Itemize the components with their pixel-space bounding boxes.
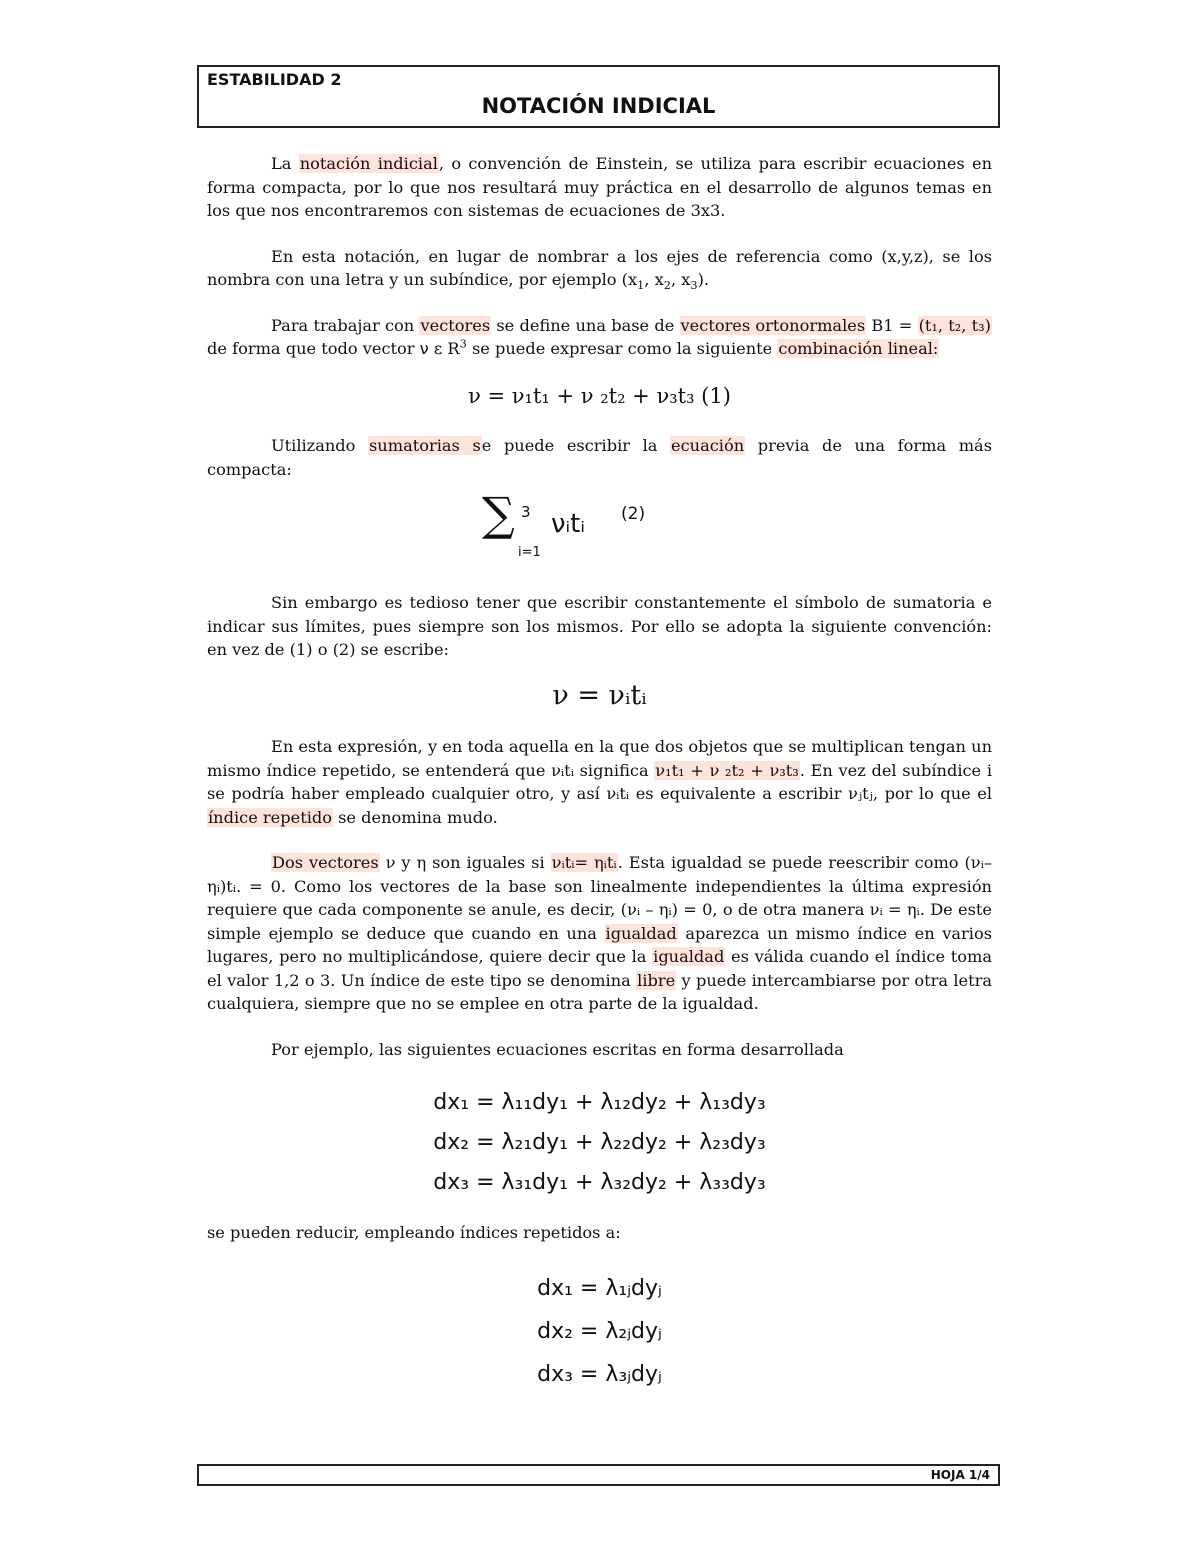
reduced-equation-2: dx₂ = λ₂ⱼdyⱼ bbox=[537, 1318, 662, 1344]
text: se puede expresar como la siguiente bbox=[466, 339, 778, 358]
highlight-ecuacion: ecuación bbox=[671, 436, 745, 455]
highlight-indice-repetido: índice repetido bbox=[208, 807, 332, 827]
paragraph-reduccion: se pueden reducir, empleando índices repetidos a: bbox=[207, 1223, 621, 1242]
highlight-vectores-ortonormales: vectores ortonormales bbox=[680, 315, 866, 335]
text: Utilizando bbox=[271, 436, 368, 455]
text: es válida cuando el índice toma el valor 1,2 o 3. Un índice de este tipo se denomina bbox=[207, 947, 992, 990]
highlight-sumatorias: sumatorias s bbox=[369, 436, 481, 455]
highlight-equality: νᵢtᵢ= ηᵢtᵢ bbox=[551, 853, 617, 872]
highlight-dos-vectores: Dos vectores bbox=[272, 853, 379, 872]
text: , x bbox=[670, 270, 691, 289]
expanded-equation-2: dx₂ = λ₂₁dy₁ + λ₂₂dy₂ + λ₂₃dy₃ bbox=[433, 1130, 766, 1155]
subscript: 2 bbox=[663, 278, 671, 293]
text: . Esta igualdad se puede reescribir como (νᵢ– ηᵢ)tᵢ. = 0. Como los vectores de la base son linealmente independientes la última expresión requiere que cada componente se anule, es decir, (νᵢ – ηᵢ) = 0, o de otra manera νᵢ = ηᵢ. De este simple ejemplo se deduce que cuando en una bbox=[207, 853, 992, 943]
text: ). bbox=[697, 270, 710, 289]
highlight-vectores: vectores bbox=[420, 315, 491, 335]
equation-number: (2) bbox=[621, 504, 646, 524]
reduced-equations bbox=[207, 1267, 992, 1396]
equation-2 bbox=[207, 487, 992, 581]
text: ε R bbox=[428, 339, 460, 358]
page-number: HOJA 1/4 bbox=[930, 1468, 990, 1482]
text: se define una base de bbox=[491, 315, 680, 335]
sum-term: νᵢtᵢ bbox=[551, 509, 586, 539]
equation-1: ν = ν₁t₁ + ν ₂t₂ + ν₃t₃ (1) bbox=[468, 383, 731, 408]
reduced-equation-1: dx₁ = λ₁ⱼdyⱼ bbox=[537, 1275, 662, 1301]
superscript: 3 bbox=[459, 336, 467, 351]
highlight-combinacion-lineal: combinación lineal: bbox=[778, 339, 939, 358]
text: En esta expresión, y en toda aquella en la que dos objetos que se multiplican tengan un mismo índice repetido, se entenderá que νᵢtᵢ significa bbox=[207, 737, 992, 780]
paragraph-sumatorias bbox=[207, 434, 992, 481]
paragraph-axes bbox=[207, 245, 992, 292]
summation-icon: ∑ bbox=[482, 487, 515, 541]
expanded-equations bbox=[207, 1083, 992, 1203]
sum-lower-limit: i=1 bbox=[518, 545, 541, 560]
text: y puede intercambiarse por otra letra cualquiera, siempre que no se emplee en otra parte de la igualdad. bbox=[207, 970, 992, 1013]
subscript: 3 bbox=[690, 278, 698, 293]
text: , x bbox=[644, 270, 664, 289]
text: Para trabajar con bbox=[271, 315, 420, 335]
paragraph-basis bbox=[207, 314, 992, 361]
nu-symbol: ν bbox=[419, 339, 429, 358]
footer-box bbox=[197, 1464, 1000, 1486]
text: En esta notación, en lugar de nombrar a los ejes de referencia como (x,y,z), se los nombra con una letra y un subíndice, por ejemplo (x bbox=[207, 246, 992, 289]
text: B1 = bbox=[866, 315, 918, 335]
text: ν y η son iguales si bbox=[379, 853, 551, 872]
paragraph-convencion: Sin embargo es tedioso tener que escribir constantemente el símbolo de sumatoria e indicar sus límites, pues siempre son los mismos. Por ello se adopta la siguiente convención: en vez de (1) o (2) se escribe: bbox=[207, 593, 992, 659]
header-box bbox=[197, 65, 1000, 128]
paragraph-ejemplo: Por ejemplo, las siguientes ecuaciones escritas en forma desarrollada bbox=[271, 1039, 844, 1059]
subscript: 1 bbox=[637, 278, 645, 293]
page-title: NOTACIÓN INDICIAL bbox=[481, 94, 716, 118]
highlight-notacion-indicial: notación indicial bbox=[299, 154, 438, 173]
highlight-basis-set: (t₁, t₂, t₃) bbox=[918, 315, 991, 335]
document-body bbox=[207, 152, 992, 1396]
paragraph-indice-libre bbox=[207, 851, 992, 1016]
highlight-igualdad: igualdad bbox=[653, 947, 725, 966]
sum-upper-limit: 3 bbox=[521, 503, 531, 521]
text: , o convención de Einstein, se utiliza para escribir ecuaciones en forma compacta, por lo que nos resultará muy práctica en el desarrollo de algunos temas en los que nos encontraremos con sistemas de ecuaciones de 3x3. bbox=[207, 154, 992, 220]
expanded-equation-1: dx₁ = λ₁₁dy₁ + λ₁₂dy₂ + λ₁₃dy₃ bbox=[433, 1090, 766, 1115]
highlight-expansion: ν₁t₁ + ν ₂t₂ + ν₃t₃ bbox=[655, 760, 799, 780]
expanded-equation-3: dx₃ = λ₃₁dy₁ + λ₃₂dy₂ + λ₃₃dy₃ bbox=[433, 1170, 766, 1195]
paragraph-indice-mudo bbox=[207, 735, 992, 829]
highlight-igualdad: igualdad bbox=[605, 923, 677, 943]
reduced-equation-3: dx₃ = λ₃ⱼdyⱼ bbox=[537, 1361, 662, 1387]
course-name: ESTABILIDAD 2 bbox=[207, 70, 342, 89]
text: previa de una forma más compacta: bbox=[207, 436, 993, 479]
equation-3: ν = νᵢtᵢ bbox=[552, 679, 647, 711]
highlight-libre: libre bbox=[637, 970, 676, 990]
text: de forma que todo vector bbox=[207, 339, 420, 358]
paragraph-intro bbox=[207, 152, 992, 223]
text: . En vez del subíndice i se podría haber empleado cualquier otro, y así νᵢtᵢ es equivalente a escribir νⱼtⱼ, por lo que el bbox=[207, 760, 992, 803]
text: La bbox=[271, 154, 299, 173]
text: aparezca un mismo índice en varios lugares, pero no multiplicándose, quiere decir que la bbox=[207, 923, 993, 966]
text: e puede escribir la bbox=[481, 436, 671, 455]
text: se denomina mudo. bbox=[332, 807, 498, 827]
